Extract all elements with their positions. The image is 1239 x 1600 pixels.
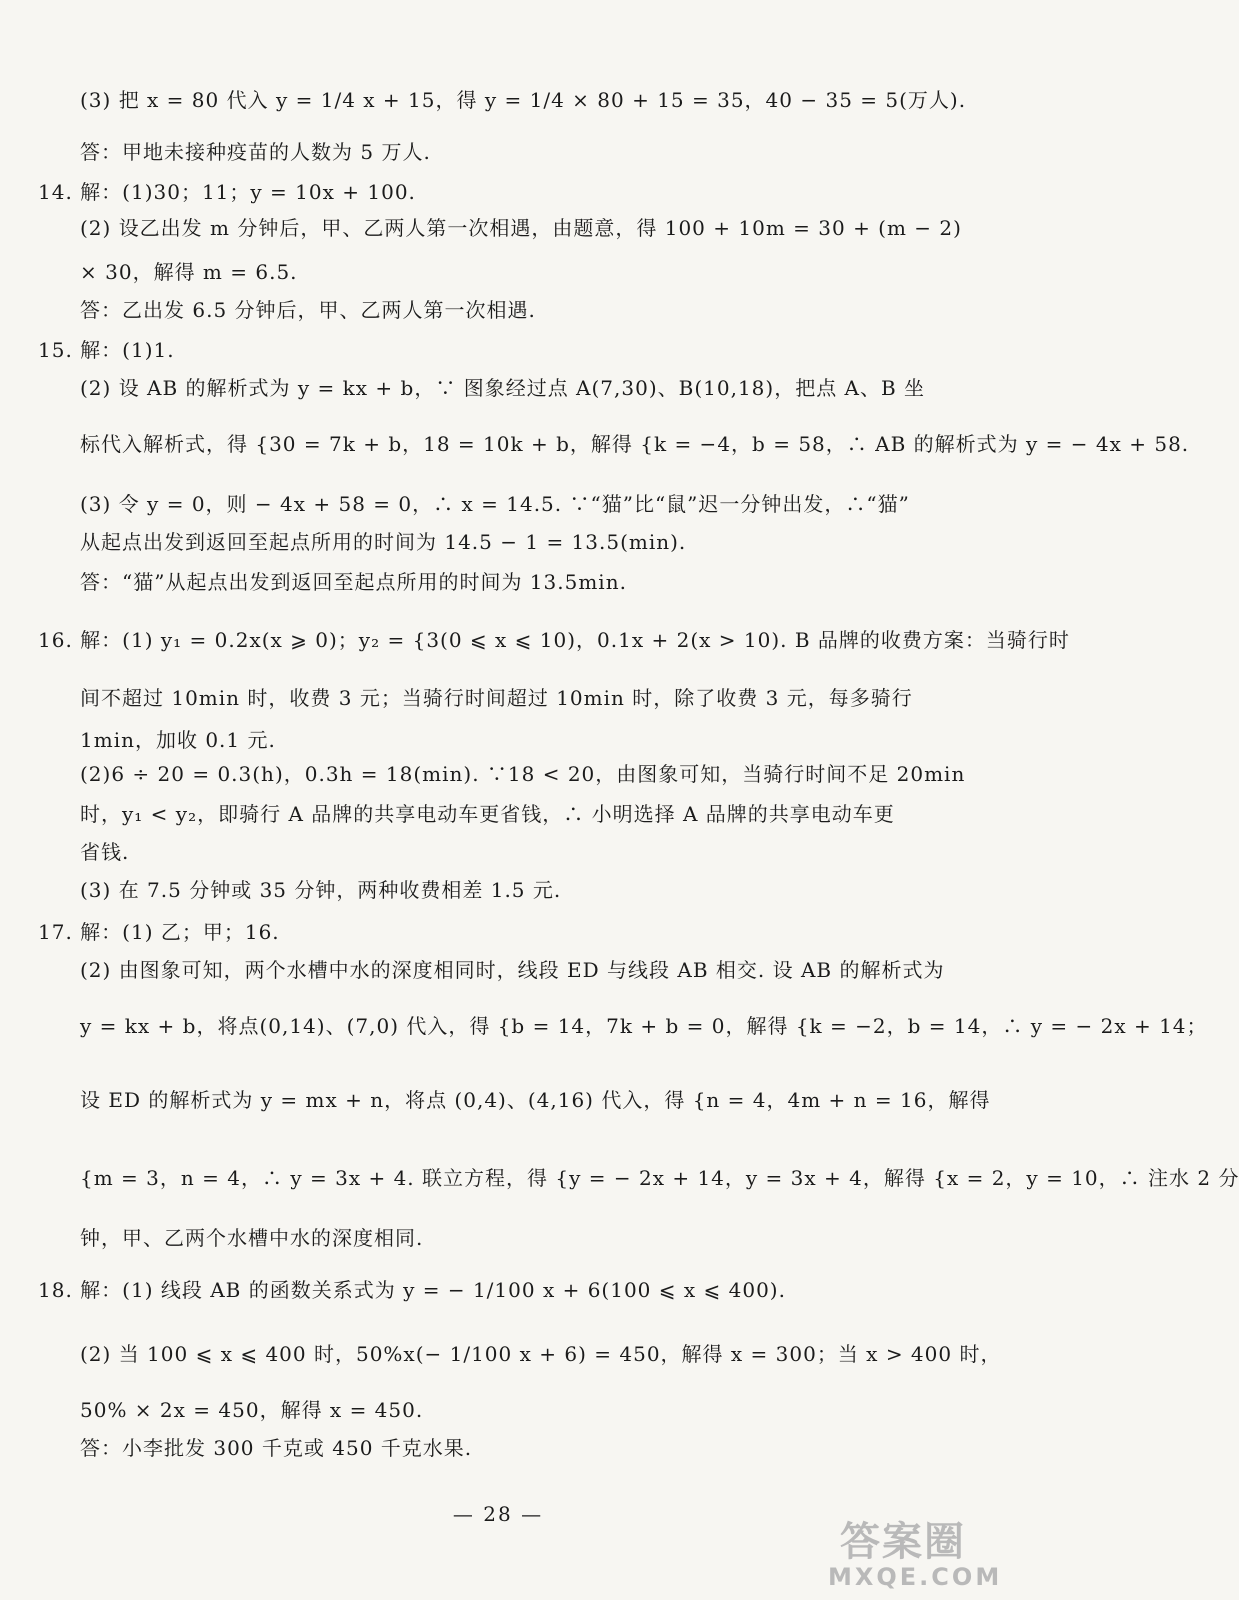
text-line: 间不超过 10min 时，收费 3 元；当骑行时间超过 10min 时，除了收费 3 元，每多骑行 bbox=[80, 686, 913, 710]
text-line: {m = 3，n = 4，∴ y = 3x + 4. 联立方程，得 {y = − 2x + 14，y = 3x + 4，解得 {x = 2，y = 10，∴ 注水 2 分 bbox=[80, 1166, 1239, 1190]
text-line: 50% × 2x = 450，解得 x = 450. bbox=[80, 1398, 424, 1422]
text-line: 答：甲地未接种疫苗的人数为 5 万人. bbox=[80, 140, 431, 164]
text-line: 答：“猫”从起点出发到返回至起点所用的时间为 13.5min. bbox=[80, 570, 627, 594]
text-line: 答：小李批发 300 千克或 450 千克水果. bbox=[80, 1436, 473, 1460]
page-number: — 28 — bbox=[452, 1502, 544, 1526]
text-line: (2) 由图象可知，两个水槽中水的深度相同时，线段 ED 与线段 AB 相交. 设 AB 的解析式为 bbox=[80, 958, 945, 982]
text-line: (2) 设乙出发 m 分钟后，甲、乙两人第一次相遇，由题意，得 100 + 10m = 30 + (m − 2) bbox=[80, 216, 962, 240]
text-line: 时，y₁ < y₂，即骑行 A 品牌的共享电动车更省钱，∴ 小明选择 A 品牌的共享电动车更 bbox=[80, 802, 895, 826]
text-line: × 30，解得 m = 6.5. bbox=[80, 260, 298, 284]
text-line: (3) 在 7.5 分钟或 35 分钟，两种收费相差 1.5 元. bbox=[80, 878, 562, 902]
watermark-logo-bottom: MXQE.COM bbox=[828, 1563, 1003, 1591]
question-17-line: 17. 解：(1) 乙；甲；16. bbox=[38, 920, 280, 944]
text-line: 标代入解析式，得 {30 = 7k + b，18 = 10k + b，解得 {k = −4，b = 58，∴ AB 的解析式为 y = − 4x + 58. bbox=[80, 432, 1190, 456]
watermark-logo bbox=[828, 1519, 1003, 1592]
text-line: 从起点出发到返回至起点所用的时间为 14.5 − 1 = 13.5(min). bbox=[80, 530, 687, 554]
question-14-line: 14. 解：(1)30；11；y = 10x + 100. bbox=[38, 180, 416, 204]
text-line: y = kx + b，将点(0,14)、(7,0) 代入，得 {b = 14，7k + b = 0，解得 {k = −2，b = 14，∴ y = − 2x + 14； bbox=[80, 1014, 1208, 1038]
text-line: (3) 令 y = 0，则 − 4x + 58 = 0，∴ x = 14.5. ∵“猫”比“鼠”迟一分钟出发，∴“猫” bbox=[80, 492, 910, 516]
text-line: 答：乙出发 6.5 分钟后，甲、乙两人第一次相遇. bbox=[80, 298, 536, 322]
text-line: 省钱. bbox=[80, 840, 130, 864]
watermark-logo-top: 答案圈 bbox=[840, 1519, 966, 1565]
text-line: (2) 当 100 ⩽ x ⩽ 400 时，50%x(− 1/100 x + 6) = 450，解得 x = 300；当 x > 400 时， bbox=[80, 1342, 1002, 1366]
text-line: (2) 设 AB 的解析式为 y = kx + b，∵ 图象经过点 A(7,30)、B(10,18)，把点 A、B 坐 bbox=[80, 376, 926, 400]
text-line: 设 ED 的解析式为 y = mx + n，将点 (0,4)、(4,16) 代入，得 {n = 4，4m + n = 16，解得 bbox=[80, 1088, 991, 1112]
text-line: 1min，加收 0.1 元. bbox=[80, 728, 276, 752]
question-15-line: 15. 解：(1)1. bbox=[38, 338, 175, 362]
text-line: (3) 把 x = 80 代入 y = 1/4 x + 15，得 y = 1/4 × 80 + 15 = 35，40 − 35 = 5(万人). bbox=[80, 88, 967, 112]
text-line: (2)6 ÷ 20 = 0.3(h)，0.3h = 18(min). ∵18 < 20，由图象可知，当骑行时间不足 20min bbox=[80, 762, 966, 786]
question-18-line: 18. 解：(1) 线段 AB 的函数关系式为 y = − 1/100 x + 6(100 ⩽ x ⩽ 400). bbox=[38, 1278, 786, 1302]
question-16-line: 16. 解：(1) y₁ = 0.2x(x ⩾ 0)；y₂ = {3(0 ⩽ x ⩽ 10)，0.1x + 2(x > 10). B 品牌的收费方案：当骑行时 bbox=[38, 628, 1070, 652]
text-line: 钟，甲、乙两个水槽中水的深度相同. bbox=[80, 1226, 424, 1250]
